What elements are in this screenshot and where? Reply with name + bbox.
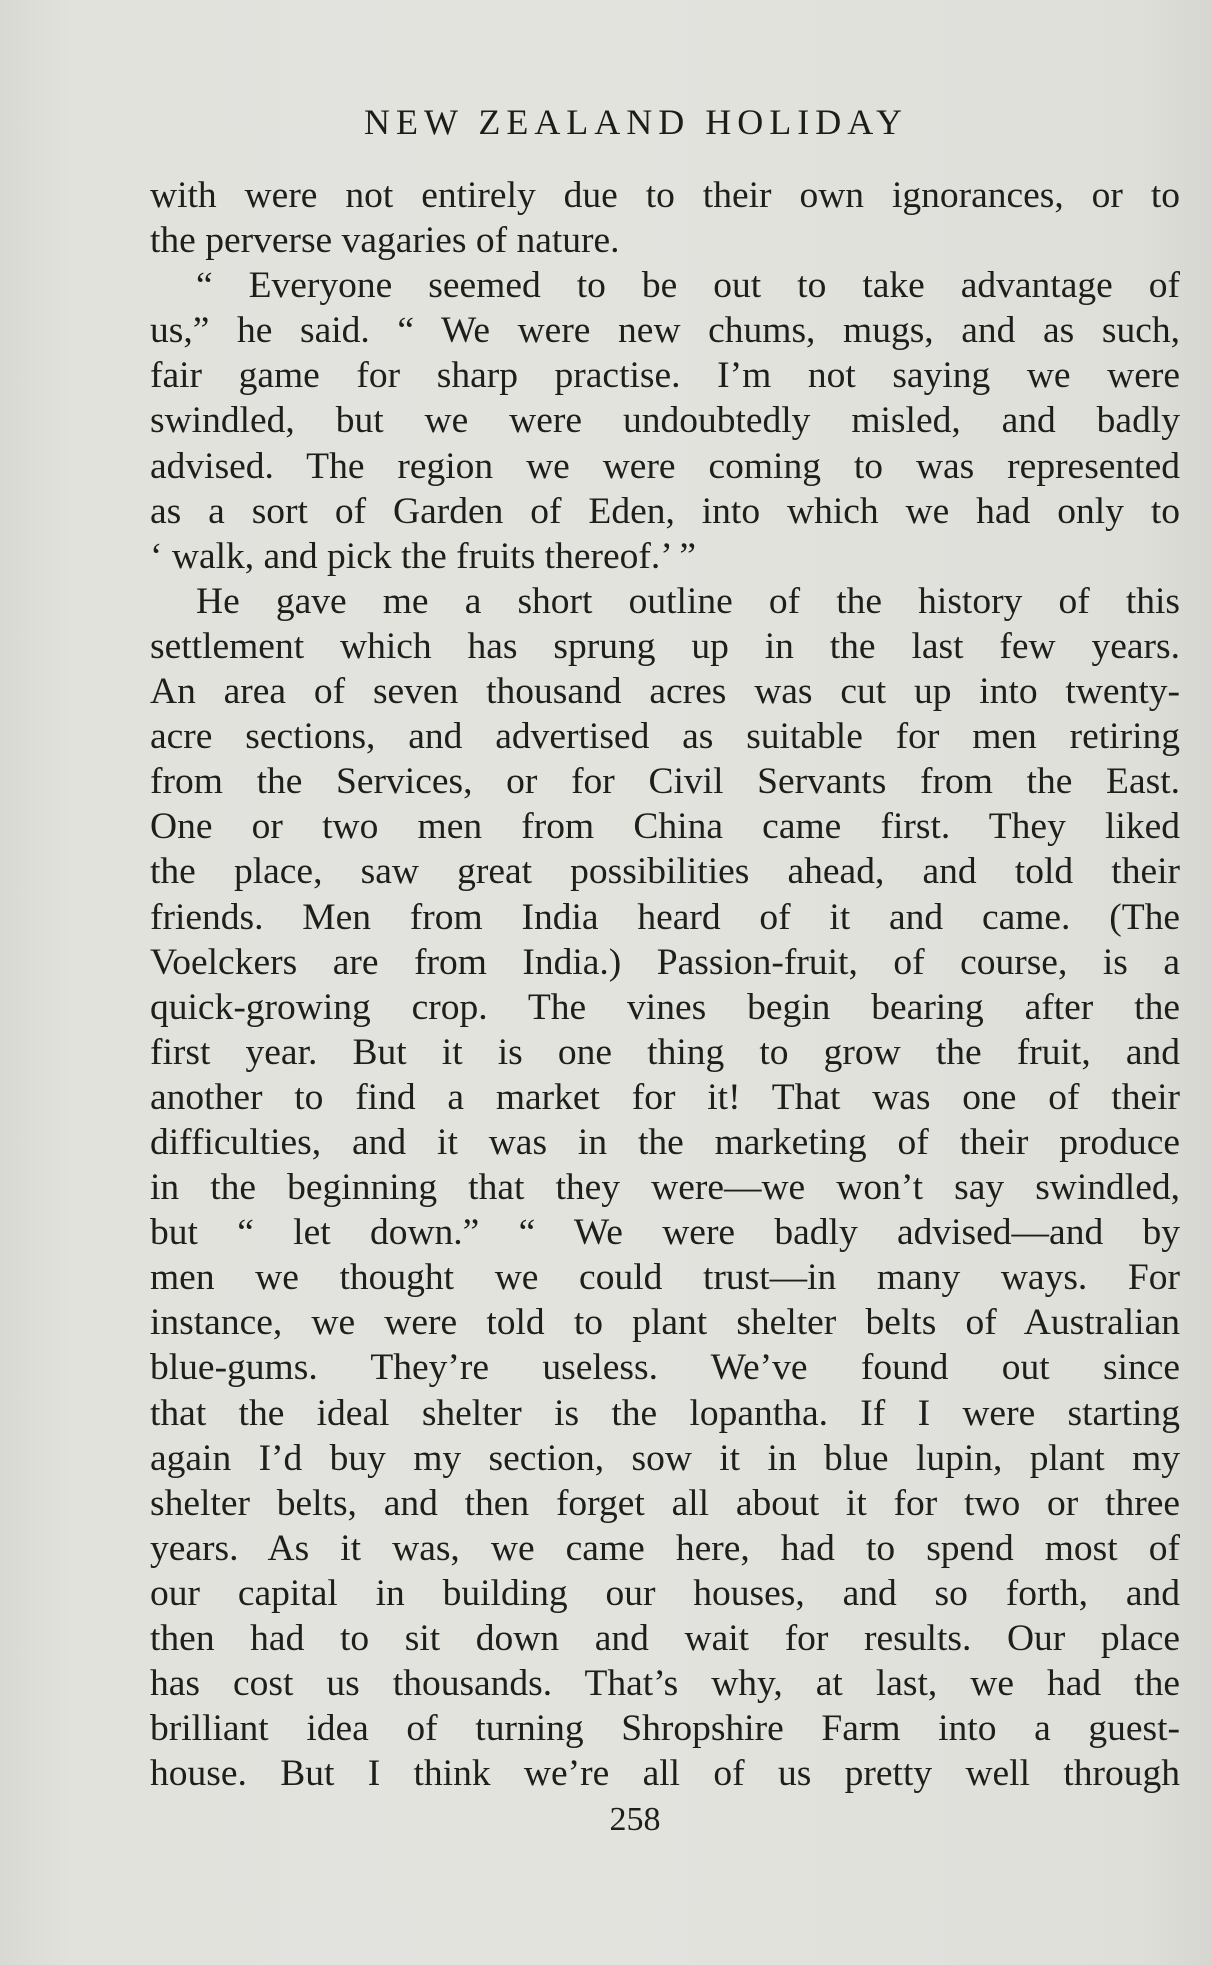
text-line: in the beginning that they were—we won’t say swindled,	[150, 1167, 1180, 1209]
text-line: but “ let down.” “ We were badly advised—and by	[150, 1212, 1180, 1254]
text-line: One or two men from China came first. They liked	[150, 806, 1180, 848]
text-line: our capital in building our houses, and so forth, and	[150, 1572, 1180, 1614]
text-line: from the Services, or for Civil Servants from the East.	[150, 761, 1180, 803]
text-line: years. As it was, we came here, had to spend most of	[150, 1527, 1180, 1569]
text-line: settlement which has sprung up in the last few years.	[150, 625, 1180, 667]
text-line: as a sort of Garden of Eden, into which we had only to	[150, 490, 1180, 532]
text-line: He gave me a short outline of the history of this	[196, 580, 1180, 622]
text-line: then had to sit down and wait for results. Our place	[150, 1618, 1180, 1659]
text-line: shelter belts, and then forget all about it for two or three	[150, 1482, 1180, 1524]
text-line: friends. Men from India heard of it and came. (The	[150, 896, 1180, 938]
text-line: “ Everyone seemed to be out to take advantage of	[196, 265, 1180, 307]
text-line: that the ideal shelter is the lopantha. If I were starting	[150, 1392, 1180, 1434]
text-line: acre sections, and advertised as suitable for men retiring	[150, 716, 1180, 758]
text-line: has cost us thousands. That’s why, at last, we had the	[150, 1663, 1180, 1705]
text-line: swindled, but we were undoubtedly misled, and badly	[150, 400, 1180, 442]
text-line: quick-growing crop. The vines begin bearing after the	[150, 986, 1180, 1028]
text-line: blue-gums. They’re useless. We’ve found out since	[150, 1347, 1180, 1389]
body-text	[150, 173, 1180, 1796]
text-line: brilliant idea of turning Shropshire Farm into a guest-	[150, 1708, 1180, 1750]
text-line: with were not entirely due to their own ignorances, or to	[150, 175, 1180, 216]
text-line: first year. But it is one thing to grow the fruit, and	[150, 1031, 1180, 1073]
text-line: house. But I think we’re all of us pretty well through	[150, 1753, 1180, 1795]
text-line: another to find a market for it! That was one of their	[150, 1076, 1180, 1118]
text-line: difficulties, and it was in the marketing of their produce	[150, 1121, 1180, 1163]
text-line: An area of seven thousand acres was cut up into twenty-	[150, 671, 1180, 713]
page-number: 258	[609, 1801, 661, 1838]
text-line: men we thought we could trust—in many ways. For	[150, 1257, 1180, 1299]
text-line: the perverse vagaries of nature.	[150, 220, 620, 262]
text-line: again I’d buy my section, sow it in blue lupin, plant my	[150, 1437, 1180, 1479]
text-line: the place, saw great possibilities ahead, and told their	[150, 851, 1180, 893]
running-head: NEW ZEALAND HOLIDAY	[364, 102, 908, 142]
text-line: advised. The region we were coming to was represented	[150, 445, 1180, 487]
text-line: ‘ walk, and pick the fruits thereof.’ ”	[150, 535, 696, 577]
text-line: Voelckers are from India.) Passion-fruit, of course, is a	[150, 941, 1180, 983]
text-line: us,” he said. “ We were new chums, mugs, and as such,	[150, 310, 1180, 352]
text-line: fair game for sharp practise. I’m not saying we were	[150, 355, 1180, 397]
text-line: instance, we were told to plant shelter belts of Australian	[150, 1302, 1180, 1344]
